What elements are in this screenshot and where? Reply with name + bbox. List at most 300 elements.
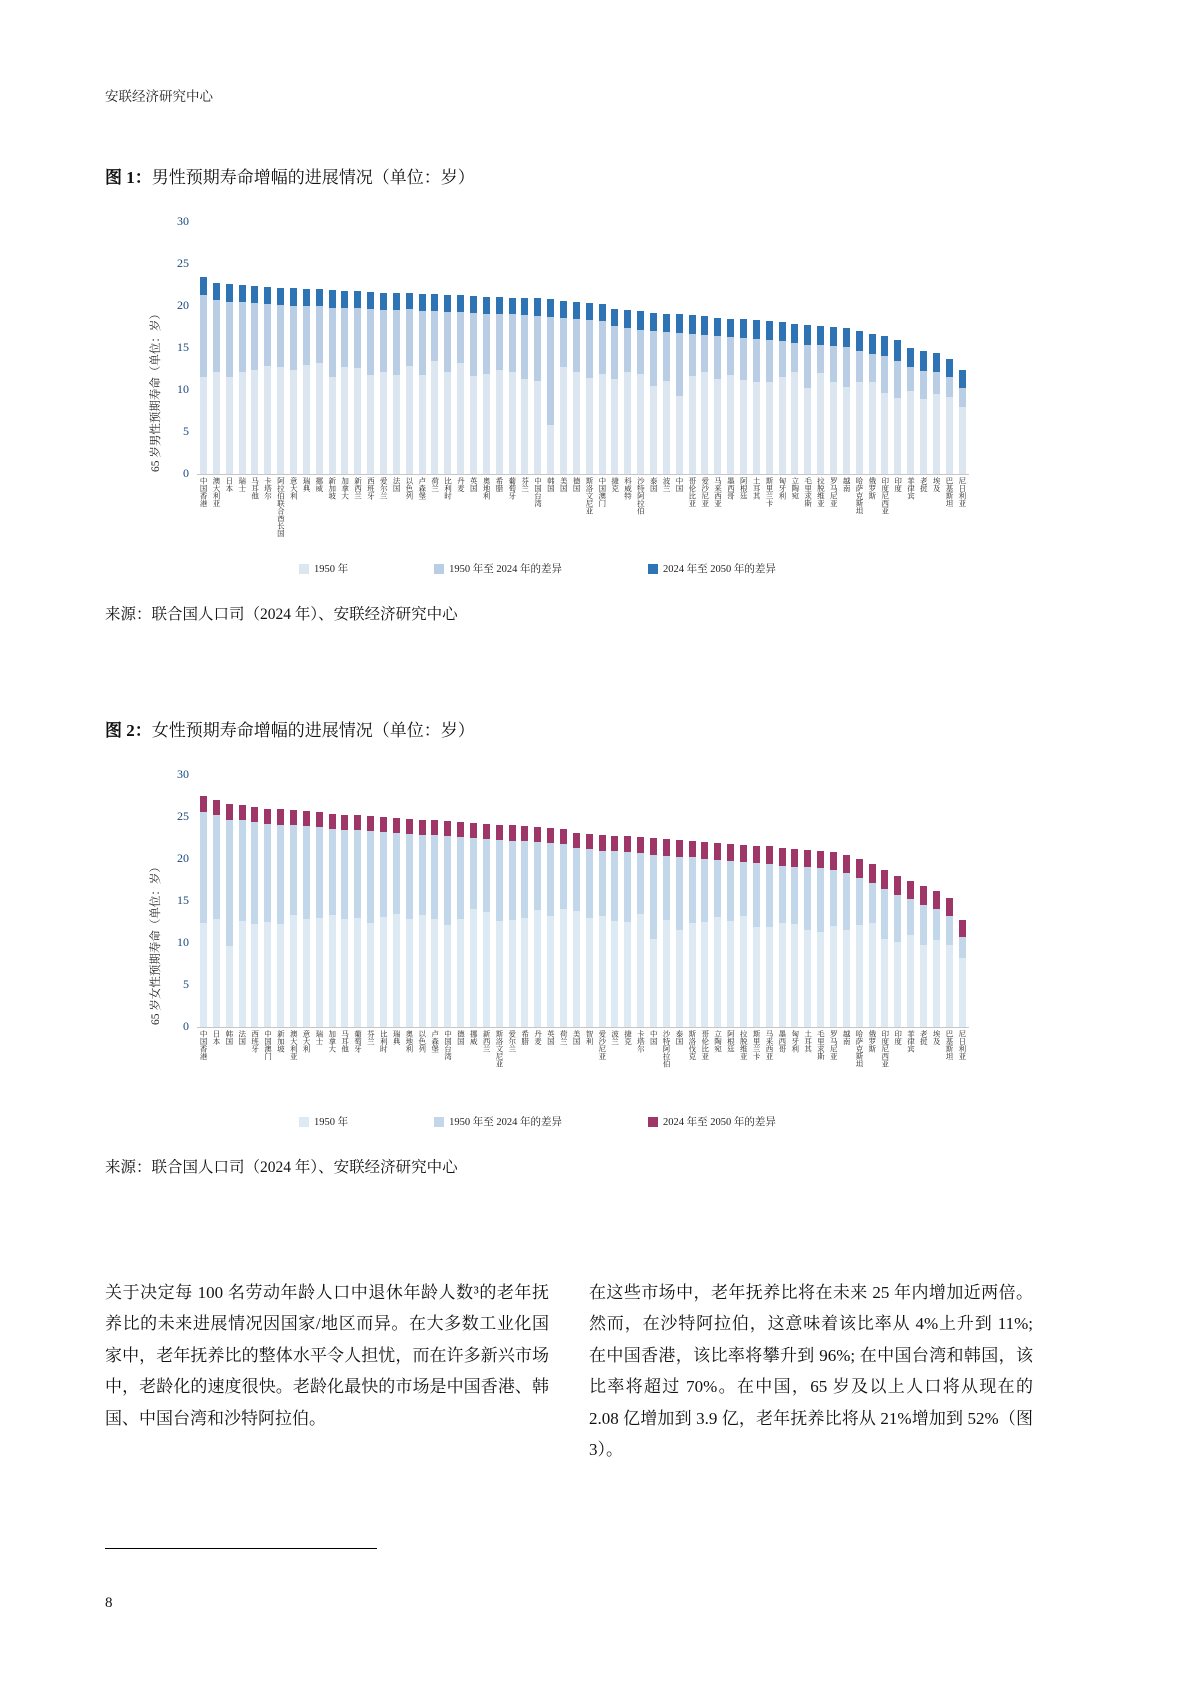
bar-segment: [920, 945, 927, 1027]
stacked-bar: [933, 353, 940, 474]
x-axis-label: 哈萨克斯坦: [855, 477, 864, 515]
x-axis-label: 挪威: [314, 477, 324, 492]
bar-segment: [959, 370, 966, 388]
stacked-bar: [419, 294, 426, 474]
bar-segment: [791, 372, 798, 474]
bar-slot: [866, 864, 879, 1027]
bar-slot: [879, 336, 892, 474]
stacked-bar: [213, 800, 220, 1027]
bar-segment: [843, 873, 850, 930]
bar-segment: [341, 291, 348, 308]
bar-slot: [403, 819, 416, 1027]
bar-slot: [750, 320, 763, 474]
bar-slot: [570, 833, 583, 1027]
stacked-bar: [470, 823, 477, 1027]
bar-segment: [791, 867, 798, 924]
stacked-bar: [586, 303, 593, 474]
stacked-bar: [341, 815, 348, 1028]
bar-segment: [560, 318, 567, 368]
bar-segment: [817, 326, 824, 345]
bar-segment: [637, 374, 644, 474]
bar-segment: [521, 298, 528, 316]
x-axis-label: 新加坡: [327, 477, 337, 500]
bar-segment: [933, 940, 940, 1027]
bar-slot: [480, 297, 493, 474]
bar-segment: [740, 338, 747, 380]
body-text-left-column: 关于决定每 100 名劳动年龄人口中退休年龄人数³的老年抚养比的未来进展情况因国家/地区而异。在大多数工业化国家中，老年抚养比的整体水平令人担忧，而在许多新兴市场中，老龄化的速度很快。老龄化最快的市场是中国香港、韩国、中国台湾和沙特阿拉伯。: [105, 1283, 549, 1428]
bar-segment: [303, 826, 310, 919]
y-tick-label: 15: [177, 893, 189, 907]
bar-segment: [444, 312, 451, 372]
bar-segment: [920, 886, 927, 905]
x-axis-label: 哈萨克斯坦: [855, 1030, 864, 1068]
bar-segment: [804, 388, 811, 474]
bar-segment: [701, 335, 708, 373]
bar-slot: [879, 870, 892, 1027]
bar-segment: [354, 830, 361, 917]
stacked-bar: [586, 834, 593, 1027]
bar-slot: [274, 288, 287, 474]
bar-segment: [869, 883, 876, 923]
x-axis-label: 奥地利: [482, 477, 492, 500]
bar-segment: [881, 393, 888, 474]
bar-segment: [354, 815, 361, 830]
bar-segment: [650, 331, 657, 386]
bar-segment: [200, 277, 207, 295]
bar-segment: [830, 926, 837, 1027]
stacked-bar: [881, 336, 888, 474]
bar-segment: [239, 285, 246, 302]
x-axis-label: 中国台湾: [533, 477, 543, 507]
stacked-bar: [534, 827, 541, 1027]
bar-segment: [367, 375, 374, 474]
bar-segment: [624, 922, 631, 1027]
bar-segment: [354, 291, 361, 308]
bar-segment: [830, 382, 837, 474]
legend-item: [648, 561, 776, 576]
bar-segment: [779, 848, 786, 866]
bar-slot: [480, 824, 493, 1027]
x-axis-label: 俄罗斯: [867, 1030, 877, 1053]
bar-segment: [663, 332, 670, 381]
x-axis-label: 老挝: [919, 1030, 929, 1045]
bar-segment: [509, 298, 516, 315]
bar-segment: [547, 916, 554, 1027]
bar-segment: [239, 805, 246, 820]
stacked-bar: [496, 825, 503, 1027]
x-axis-label: 印度: [893, 477, 903, 492]
stacked-bar: [727, 319, 734, 474]
bar-segment: [573, 319, 580, 373]
bar-segment: [843, 347, 850, 386]
bar-segment: [393, 914, 400, 1027]
x-axis-label: 卡塔尔: [263, 477, 273, 500]
bar-segment: [316, 363, 323, 474]
bar-slot: [518, 826, 531, 1027]
bar-segment: [843, 328, 850, 347]
legend-label: 1950 年至 2024 年的差异: [449, 1117, 562, 1128]
x-axis-label: 英国: [546, 1030, 556, 1045]
stacked-bar: [226, 284, 233, 474]
x-axis-label: 以色列: [404, 477, 414, 500]
bar-segment: [920, 371, 927, 400]
bar-slot: [917, 886, 930, 1027]
bar-segment: [663, 314, 670, 332]
stacked-bar: [869, 864, 876, 1027]
bar-segment: [431, 311, 438, 361]
bar-segment: [830, 346, 837, 381]
stacked-bar: [457, 295, 464, 474]
bar-segment: [419, 835, 426, 916]
bar-segment: [406, 919, 413, 1027]
bar-segment: [663, 920, 670, 1027]
bar-segment: [586, 849, 593, 918]
bar-segment: [933, 353, 940, 372]
stacked-bar: [791, 324, 798, 474]
body-text-right-column: 在这些市场中，老年抚养比将在未来 25 年内增加近两倍。然而，在沙特阿拉伯，这意味着该比率从 4%上升到 11%; 在中国香港，该比率将攀升到 96%; 在中国台湾和韩国，该比率将超过 70%。在中国，65 岁及以上人口将从现在的 2.08 亿增加到 3.9 亿，老年抚养比将从 21%增加到 52%（图 3）。: [589, 1283, 1033, 1460]
bar-segment: [534, 381, 541, 474]
bar-segment: [264, 824, 271, 922]
bar-segment: [213, 300, 220, 372]
bar-segment: [534, 842, 541, 910]
bar-segment: [881, 870, 888, 889]
bar-segment: [856, 859, 863, 877]
bar-slot: [647, 838, 660, 1027]
bar-segment: [804, 850, 811, 868]
bar-slot: [570, 302, 583, 474]
x-axis-label: 美国: [559, 477, 569, 492]
x-axis-label: 哥伦比亚: [700, 1030, 710, 1060]
x-axis-label: 爱尔兰: [379, 477, 389, 500]
x-axis-label: 捷克: [623, 1030, 633, 1045]
bar-segment: [226, 377, 233, 474]
bar-slot: [390, 293, 403, 474]
x-axis-label: 瑞士: [237, 477, 247, 492]
bar-slot: [248, 286, 261, 474]
stacked-bar: [869, 334, 876, 474]
x-axis-label: 澳大利亚: [212, 477, 222, 507]
bar-segment: [316, 306, 323, 363]
bar-slot: [223, 284, 236, 474]
x-axis-label: 比利时: [443, 477, 453, 500]
stacked-bar: [573, 833, 580, 1027]
bar-segment: [213, 815, 220, 919]
bar-segment: [599, 916, 606, 1027]
stacked-bar: [624, 310, 631, 474]
x-axis-label: 以色列: [417, 1030, 427, 1053]
bar-segment: [277, 825, 284, 924]
x-axis-label: 法国: [237, 1030, 247, 1045]
x-axis-label: 荷兰: [559, 1030, 569, 1045]
bar-segment: [444, 821, 451, 836]
bar-slot: [518, 298, 531, 474]
stacked-bar: [714, 843, 721, 1027]
stacked-bar: [251, 807, 258, 1027]
stacked-bar: [560, 829, 567, 1027]
bar-segment: [573, 911, 580, 1027]
bar-segment: [264, 922, 271, 1027]
bar-segment: [959, 407, 966, 474]
bar-segment: [329, 308, 336, 377]
bar-segment: [264, 366, 271, 474]
bar-segment: [200, 295, 207, 376]
bar-segment: [239, 921, 246, 1027]
x-axis-label: 埃及: [932, 477, 942, 492]
bar-segment: [329, 814, 336, 829]
bar-segment: [303, 306, 310, 365]
bar-segment: [431, 361, 438, 474]
bar-segment: [894, 942, 901, 1027]
x-axis-label: 新西兰: [353, 477, 363, 500]
x-axis-label: 印度尼西亚: [880, 1030, 890, 1068]
bar-slot: [454, 295, 467, 474]
bar-segment: [586, 918, 593, 1027]
bar-slot: [737, 845, 750, 1027]
bar-segment: [637, 311, 644, 329]
bar-segment: [650, 838, 657, 855]
bar-segment: [959, 388, 966, 406]
bar-segment: [869, 923, 876, 1027]
bar-segment: [650, 939, 657, 1027]
bar-segment: [714, 318, 721, 336]
bar-segment: [753, 846, 760, 864]
bar-segment: [251, 303, 258, 369]
stacked-bar: [393, 293, 400, 474]
bar-segment: [701, 922, 708, 1027]
bar-slot: [557, 829, 570, 1027]
bar-segment: [573, 372, 580, 474]
x-axis-label: 印度尼西亚: [880, 477, 890, 515]
bar-slot: [583, 834, 596, 1027]
bar-segment: [701, 859, 708, 922]
y-axis: [167, 214, 197, 480]
stacked-bar: [226, 804, 233, 1027]
stacked-bar: [714, 318, 721, 474]
x-axis-label: 中国香港: [199, 477, 209, 507]
bar-segment: [611, 379, 618, 474]
x-axis-label: 越南: [842, 477, 852, 492]
stacked-bar: [431, 820, 438, 1027]
stacked-bar: [637, 837, 644, 1027]
chart-legend: [299, 561, 969, 576]
bar-segment: [547, 828, 554, 843]
bar-slot: [814, 326, 827, 474]
stacked-bar: [354, 815, 361, 1027]
stacked-bar: [290, 810, 297, 1027]
bar-segment: [573, 848, 580, 911]
x-axis-label: 阿根廷: [739, 477, 749, 500]
bar-segment: [457, 919, 464, 1027]
x-axis-label: 中国澳门: [597, 477, 607, 507]
x-axis-label: 斯洛文尼亚: [584, 477, 594, 515]
bar-slot: [467, 296, 480, 474]
bar-segment: [586, 320, 593, 378]
bar-segment: [779, 866, 786, 923]
bar-segment: [354, 918, 361, 1027]
y-axis: [167, 767, 197, 1033]
bar-segment: [830, 870, 837, 926]
bar-segment: [470, 838, 477, 909]
bar-segment: [367, 309, 374, 375]
bar-segment: [367, 292, 374, 310]
bar-segment: [624, 836, 631, 852]
bar-slot: [904, 881, 917, 1027]
bar-segment: [907, 935, 914, 1027]
bar-segment: [611, 921, 618, 1027]
x-axis-label: 中国: [649, 1030, 659, 1045]
x-axis-label: 比利时: [379, 1030, 389, 1053]
bar-segment: [856, 925, 863, 1027]
bar-segment: [753, 382, 760, 474]
figure-1-title-text: 男性预期寿命增幅的进展情况（单位：岁）: [151, 168, 475, 187]
bar-segment: [817, 345, 824, 373]
bar-segment: [817, 932, 824, 1027]
bar-segment: [457, 312, 464, 363]
legend-label: 1950 年: [314, 564, 349, 575]
x-axis-label: 印度: [893, 1030, 903, 1045]
legend-swatch: [434, 1117, 444, 1127]
bar-slot: [544, 828, 557, 1027]
bar-slot: [197, 277, 210, 474]
x-axis-label: 加拿大: [327, 1030, 337, 1053]
figure-1: [105, 163, 1095, 624]
stacked-bar: [650, 313, 657, 474]
bar-segment: [303, 365, 310, 474]
stacked-bar: [959, 370, 966, 474]
stacked-bar: [380, 293, 387, 474]
bar-segment: [431, 835, 438, 918]
bar-segment: [650, 386, 657, 474]
bar-slot: [840, 855, 853, 1027]
bar-slot: [801, 850, 814, 1027]
bar-segment: [740, 862, 747, 917]
bar-segment: [341, 815, 348, 830]
stacked-bar: [354, 291, 361, 474]
bar-slot: [930, 891, 943, 1027]
bar-segment: [329, 915, 336, 1027]
x-axis-label: 中国台湾: [443, 1030, 453, 1060]
x-axis-label: 匈牙利: [777, 477, 787, 500]
x-axis-label: 马来西亚: [764, 1030, 774, 1060]
bar-segment: [779, 322, 786, 341]
bar-slot: [454, 822, 467, 1027]
x-axis-label: 芬兰: [366, 1030, 376, 1045]
bar-segment: [457, 363, 464, 474]
page-number: 8: [105, 1594, 113, 1611]
bar-segment: [393, 293, 400, 311]
bar-segment: [637, 330, 644, 375]
stacked-bar: [251, 286, 258, 474]
stacked-bar: [663, 839, 670, 1027]
bar-segment: [560, 367, 567, 474]
legend-item: [648, 1114, 776, 1129]
bar-segment: [714, 379, 721, 474]
y-tick-label: 10: [177, 382, 189, 396]
bar-segment: [907, 899, 914, 934]
bar-segment: [200, 377, 207, 474]
bar-segment: [856, 331, 863, 351]
bar-segment: [393, 818, 400, 833]
bar-segment: [959, 958, 966, 1027]
stacked-bar: [830, 327, 837, 474]
bar-slot: [583, 303, 596, 474]
bar-segment: [341, 367, 348, 474]
x-axis-label: 英国: [469, 477, 479, 492]
bar-slot: [699, 842, 712, 1027]
stacked-bar: [779, 848, 786, 1027]
x-axis-label: 土耳其: [803, 1030, 813, 1053]
stacked-bar: [907, 881, 914, 1027]
bar-slot: [621, 310, 634, 474]
x-axis-label: 越南: [842, 1030, 852, 1045]
stacked-bar: [817, 851, 824, 1027]
bar-slot: [313, 289, 326, 474]
bar-segment: [959, 920, 966, 937]
bar-segment: [727, 921, 734, 1027]
stacked-bar: [804, 325, 811, 474]
bar-segment: [907, 367, 914, 391]
stacked-bar: [509, 825, 516, 1027]
bar-segment: [894, 361, 901, 399]
x-axis-label: 中国香港: [199, 1030, 209, 1060]
bar-segment: [393, 833, 400, 914]
bar-segment: [290, 370, 297, 474]
stacked-bar: [689, 315, 696, 474]
bar-slot: [428, 820, 441, 1027]
bar-slot: [609, 309, 622, 474]
x-axis-label: 奥地利: [404, 1030, 414, 1053]
bar-segment: [650, 855, 657, 939]
bar-slot: [853, 859, 866, 1027]
stacked-bar: [457, 822, 464, 1027]
bar-segment: [406, 309, 413, 366]
bar-segment: [676, 857, 683, 931]
bar-slot: [313, 812, 326, 1027]
stacked-bar: [534, 298, 541, 474]
bar-segment: [547, 425, 554, 474]
x-axis-label: 爱沙尼亚: [700, 477, 710, 507]
stacked-bar: [264, 287, 271, 474]
stacked-bar: [959, 920, 966, 1027]
x-axis-label: 法国: [392, 477, 402, 492]
stacked-bar: [406, 293, 413, 474]
bar-slot: [441, 295, 454, 474]
bar-slot: [223, 804, 236, 1027]
bar-segment: [611, 836, 618, 852]
bar-segment: [933, 372, 940, 394]
x-axis-label: 老挝: [919, 477, 929, 492]
bar-slot: [763, 321, 776, 474]
stacked-bar: [946, 898, 953, 1027]
bar-segment: [277, 367, 284, 474]
bar-slot: [814, 851, 827, 1027]
x-axis-label: 拉脱维亚: [816, 477, 826, 507]
bar-segment: [509, 314, 516, 371]
bar-segment: [599, 321, 606, 374]
bar-segment: [624, 852, 631, 922]
bar-segment: [946, 945, 953, 1027]
bar-segment: [869, 864, 876, 882]
x-axis-labels: [197, 477, 969, 555]
legend-label: 2024 年至 2050 年的差异: [663, 1117, 776, 1128]
bar-slot: [338, 291, 351, 474]
x-axis-label: 希腊: [494, 477, 504, 492]
bar-slot: [287, 288, 300, 474]
stacked-bar: [843, 328, 850, 474]
bar-segment: [920, 351, 927, 371]
bar-segment: [740, 916, 747, 1027]
bar-segment: [226, 820, 233, 946]
